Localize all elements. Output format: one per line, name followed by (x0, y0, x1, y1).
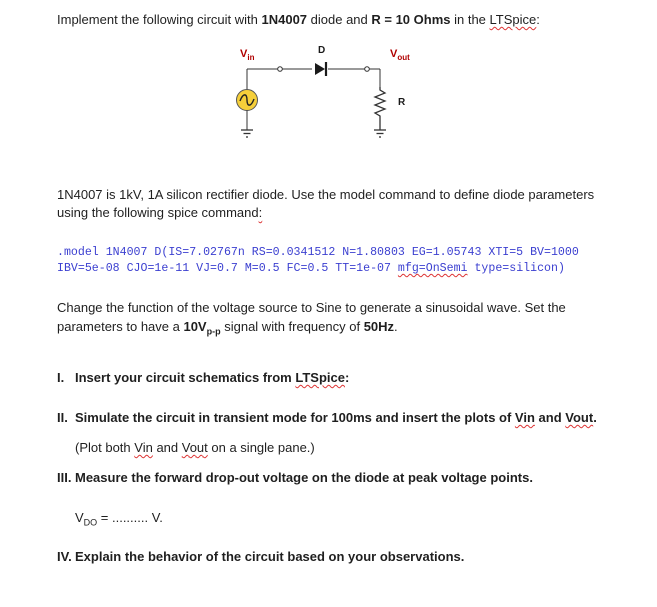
vdo-answer-line: $V_{DO}$ = .......... V. (75, 510, 163, 528)
circuit-schematic (220, 42, 440, 152)
vout-node (365, 67, 370, 72)
amplitude-value: $10V_{p-p}$ (183, 319, 221, 337)
diode-label: D (318, 45, 326, 56)
change-end: . (394, 319, 398, 334)
intro-resistor: R = 10 Ohms (371, 12, 451, 27)
change-mid: signal with frequency of (220, 319, 364, 334)
intro-end: : (536, 12, 540, 27)
task-1-text: Insert your circuit schematics from LTSpice: (75, 370, 350, 385)
frequency-value: 50Hz (363, 319, 395, 334)
model-line-2 (57, 261, 565, 277)
task-2-text: Simulate the circuit in transient mode for 100ms and insert the plots of Vin and Vout. (75, 410, 597, 425)
task-3-text: Measure the forward drop-out voltage on the diode at peak voltage points. (75, 470, 533, 485)
change-line-1: Change the function of the voltage source to Sine to generate a sinusoidal wave. Set the (57, 300, 566, 315)
description-colon: : (258, 205, 263, 220)
vin-label: $V_{in}$ (240, 48, 255, 62)
task-1-number: I. (57, 370, 65, 385)
intro-mid: diode and (307, 12, 372, 27)
task-2-note: (Plot both Vin and Vout on a single pane.) (75, 440, 315, 455)
task-3-number: III. (57, 470, 72, 485)
model-mfg: mfg=OnSemi (397, 262, 468, 275)
resistor-label: R (398, 97, 406, 108)
task-2-number: II. (57, 410, 68, 425)
resistor-symbol (374, 87, 386, 137)
intro-line (57, 11, 540, 29)
diode-symbol (315, 62, 326, 76)
description-line-2 (57, 204, 262, 222)
voltage-source (237, 90, 258, 138)
change-prefix: parameters to have a (57, 319, 184, 334)
model-params: IBV=5e-08 CJO=1e-11 VJ=0.7 M=0.5 FC=0.5 TT=1e-07 (57, 262, 398, 275)
vin-node (278, 67, 283, 72)
task-4-number: IV. (57, 549, 72, 564)
intro-diode: 1N4007 (261, 12, 308, 27)
vout-label: $V_{out}$ (390, 48, 410, 62)
task-4-text: Explain the behavior of the circuit based on your observations. (75, 549, 465, 564)
model-type: type=silicon) (467, 262, 565, 275)
top-wire (247, 69, 380, 90)
intro-tool: LTSpice (489, 12, 537, 27)
description-text: using the following spice command (57, 205, 259, 220)
change-line-2 (57, 318, 398, 341)
intro-suffix: in the (450, 12, 490, 27)
description-line-1: 1N4007 is 1kV, 1A silicon rectifier diode. Use the model command to define diode parameters (57, 187, 595, 202)
model-line-1: .model 1N4007 D(IS=7.02767n RS=0.0341512 N=1.80803 EG=1.05743 XTI=5 BV=1000 (57, 246, 579, 259)
intro-prefix: Implement the following circuit with (57, 12, 262, 27)
